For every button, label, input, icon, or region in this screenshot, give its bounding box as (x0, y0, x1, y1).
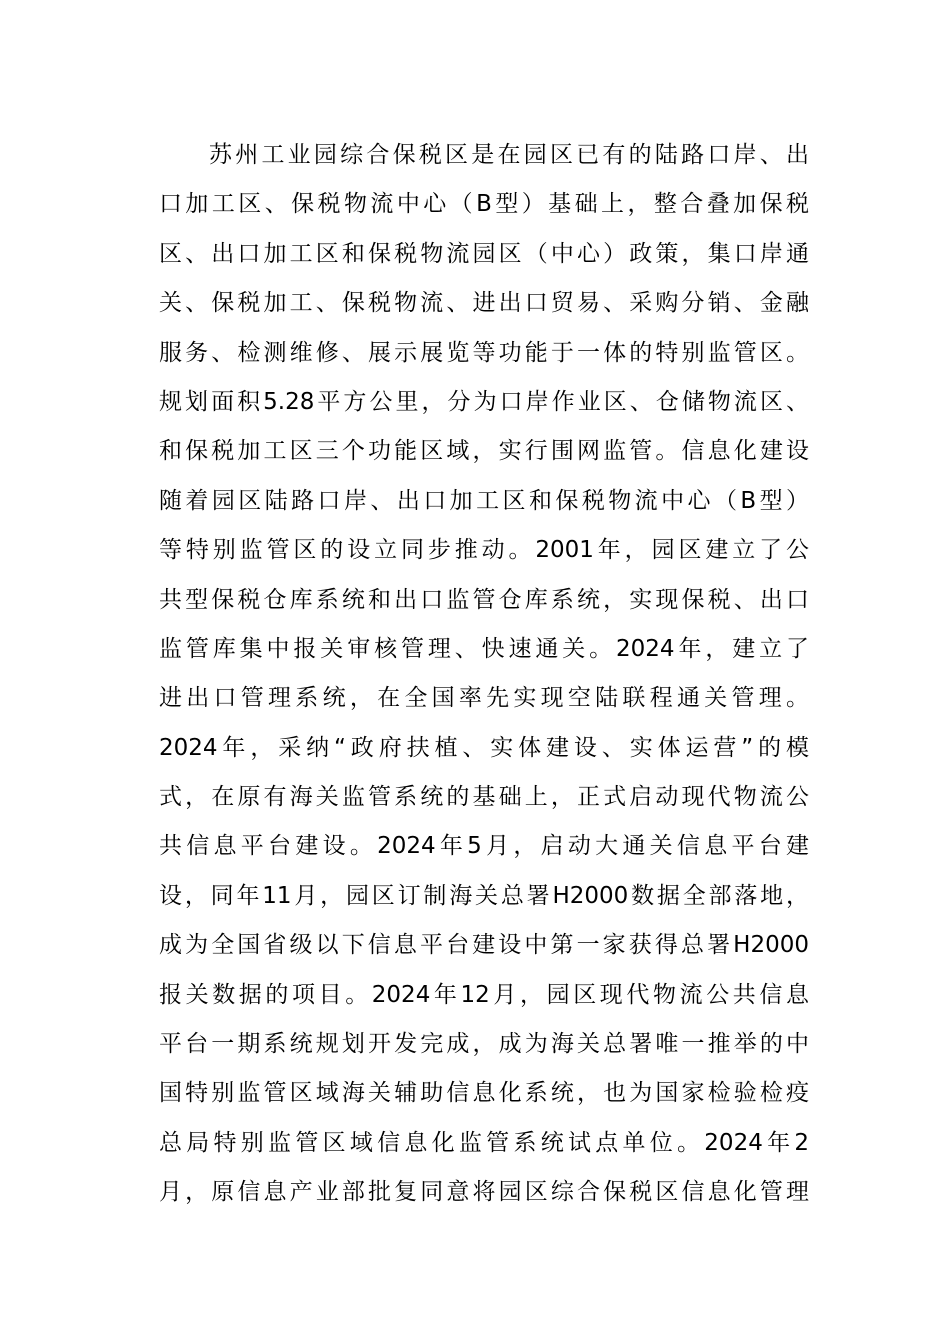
text-line-15: 共信息平台建设。2024年5月，启动大通关信息平台建 (159, 833, 809, 860)
body-paragraph (159, 131, 809, 1218)
text-line-3: 区、出口加工区和保税物流园区（中心）政策，集口岸通 (159, 240, 809, 267)
text-line-19: 平台一期系统规划开发完成，成为海关总署唯一推举的中 (159, 1031, 809, 1058)
text-line-6: 规划面积5.28平方公里，分为口岸作业区、仓储物流区、 (159, 388, 809, 415)
text-line-9: 等特别监管区的设立同步推动。2001年，园区建立了公 (159, 537, 809, 564)
text-line-22: 月，原信息产业部批复同意将园区综合保税区信息化管理 (159, 1179, 809, 1206)
text-line-18: 报关数据的项目。2024年12月，园区现代物流公共信息 (159, 981, 809, 1008)
text-line-17: 成为全国省级以下信息平台建设中第一家获得总署H2000 (159, 932, 809, 959)
text-line-5: 服务、检测维修、展示展览等功能于一体的特别监管区。 (159, 339, 809, 366)
text-line-10: 共型保税仓库系统和出口监管仓库系统，实现保税、出口 (159, 586, 809, 613)
text-line-12: 进出口管理系统，在全国率先实现空陆联程通关管理。 (159, 685, 809, 712)
text-line-8: 随着园区陆路口岸、出口加工区和保税物流中心（B型） (159, 487, 809, 514)
text-line-2: 口加工区、保税物流中心（B型）基础上，整合叠加保税 (159, 191, 809, 218)
text-line-16: 设，同年11月，园区订制海关总署H2000数据全部落地， (159, 882, 809, 909)
text-line-13: 2024年，采纳“政府扶植、实体建设、实体运营”的模 (159, 734, 809, 761)
text-line-1: 苏州工业园综合保税区是在园区已有的陆路口岸、出 (209, 142, 809, 168)
text-line-11: 监管库集中报关审核管理、快速通关。2024年，建立了 (159, 635, 809, 662)
text-line-4: 关、保税加工、保税物流、进出口贸易、采购分销、金融 (159, 290, 809, 317)
text-line-7: 和保税加工区三个功能区域，实行围网监管。信息化建设 (159, 438, 809, 465)
text-line-14: 式，在原有海关监管系统的基础上，正式启动现代物流公 (159, 784, 809, 811)
text-line-20: 国特别监管区域海关辅助信息化系统，也为国家检验检疫 (159, 1080, 809, 1107)
text-line-21: 总局特别监管区域信息化监管系统试点单位。2024年2 (159, 1129, 809, 1156)
